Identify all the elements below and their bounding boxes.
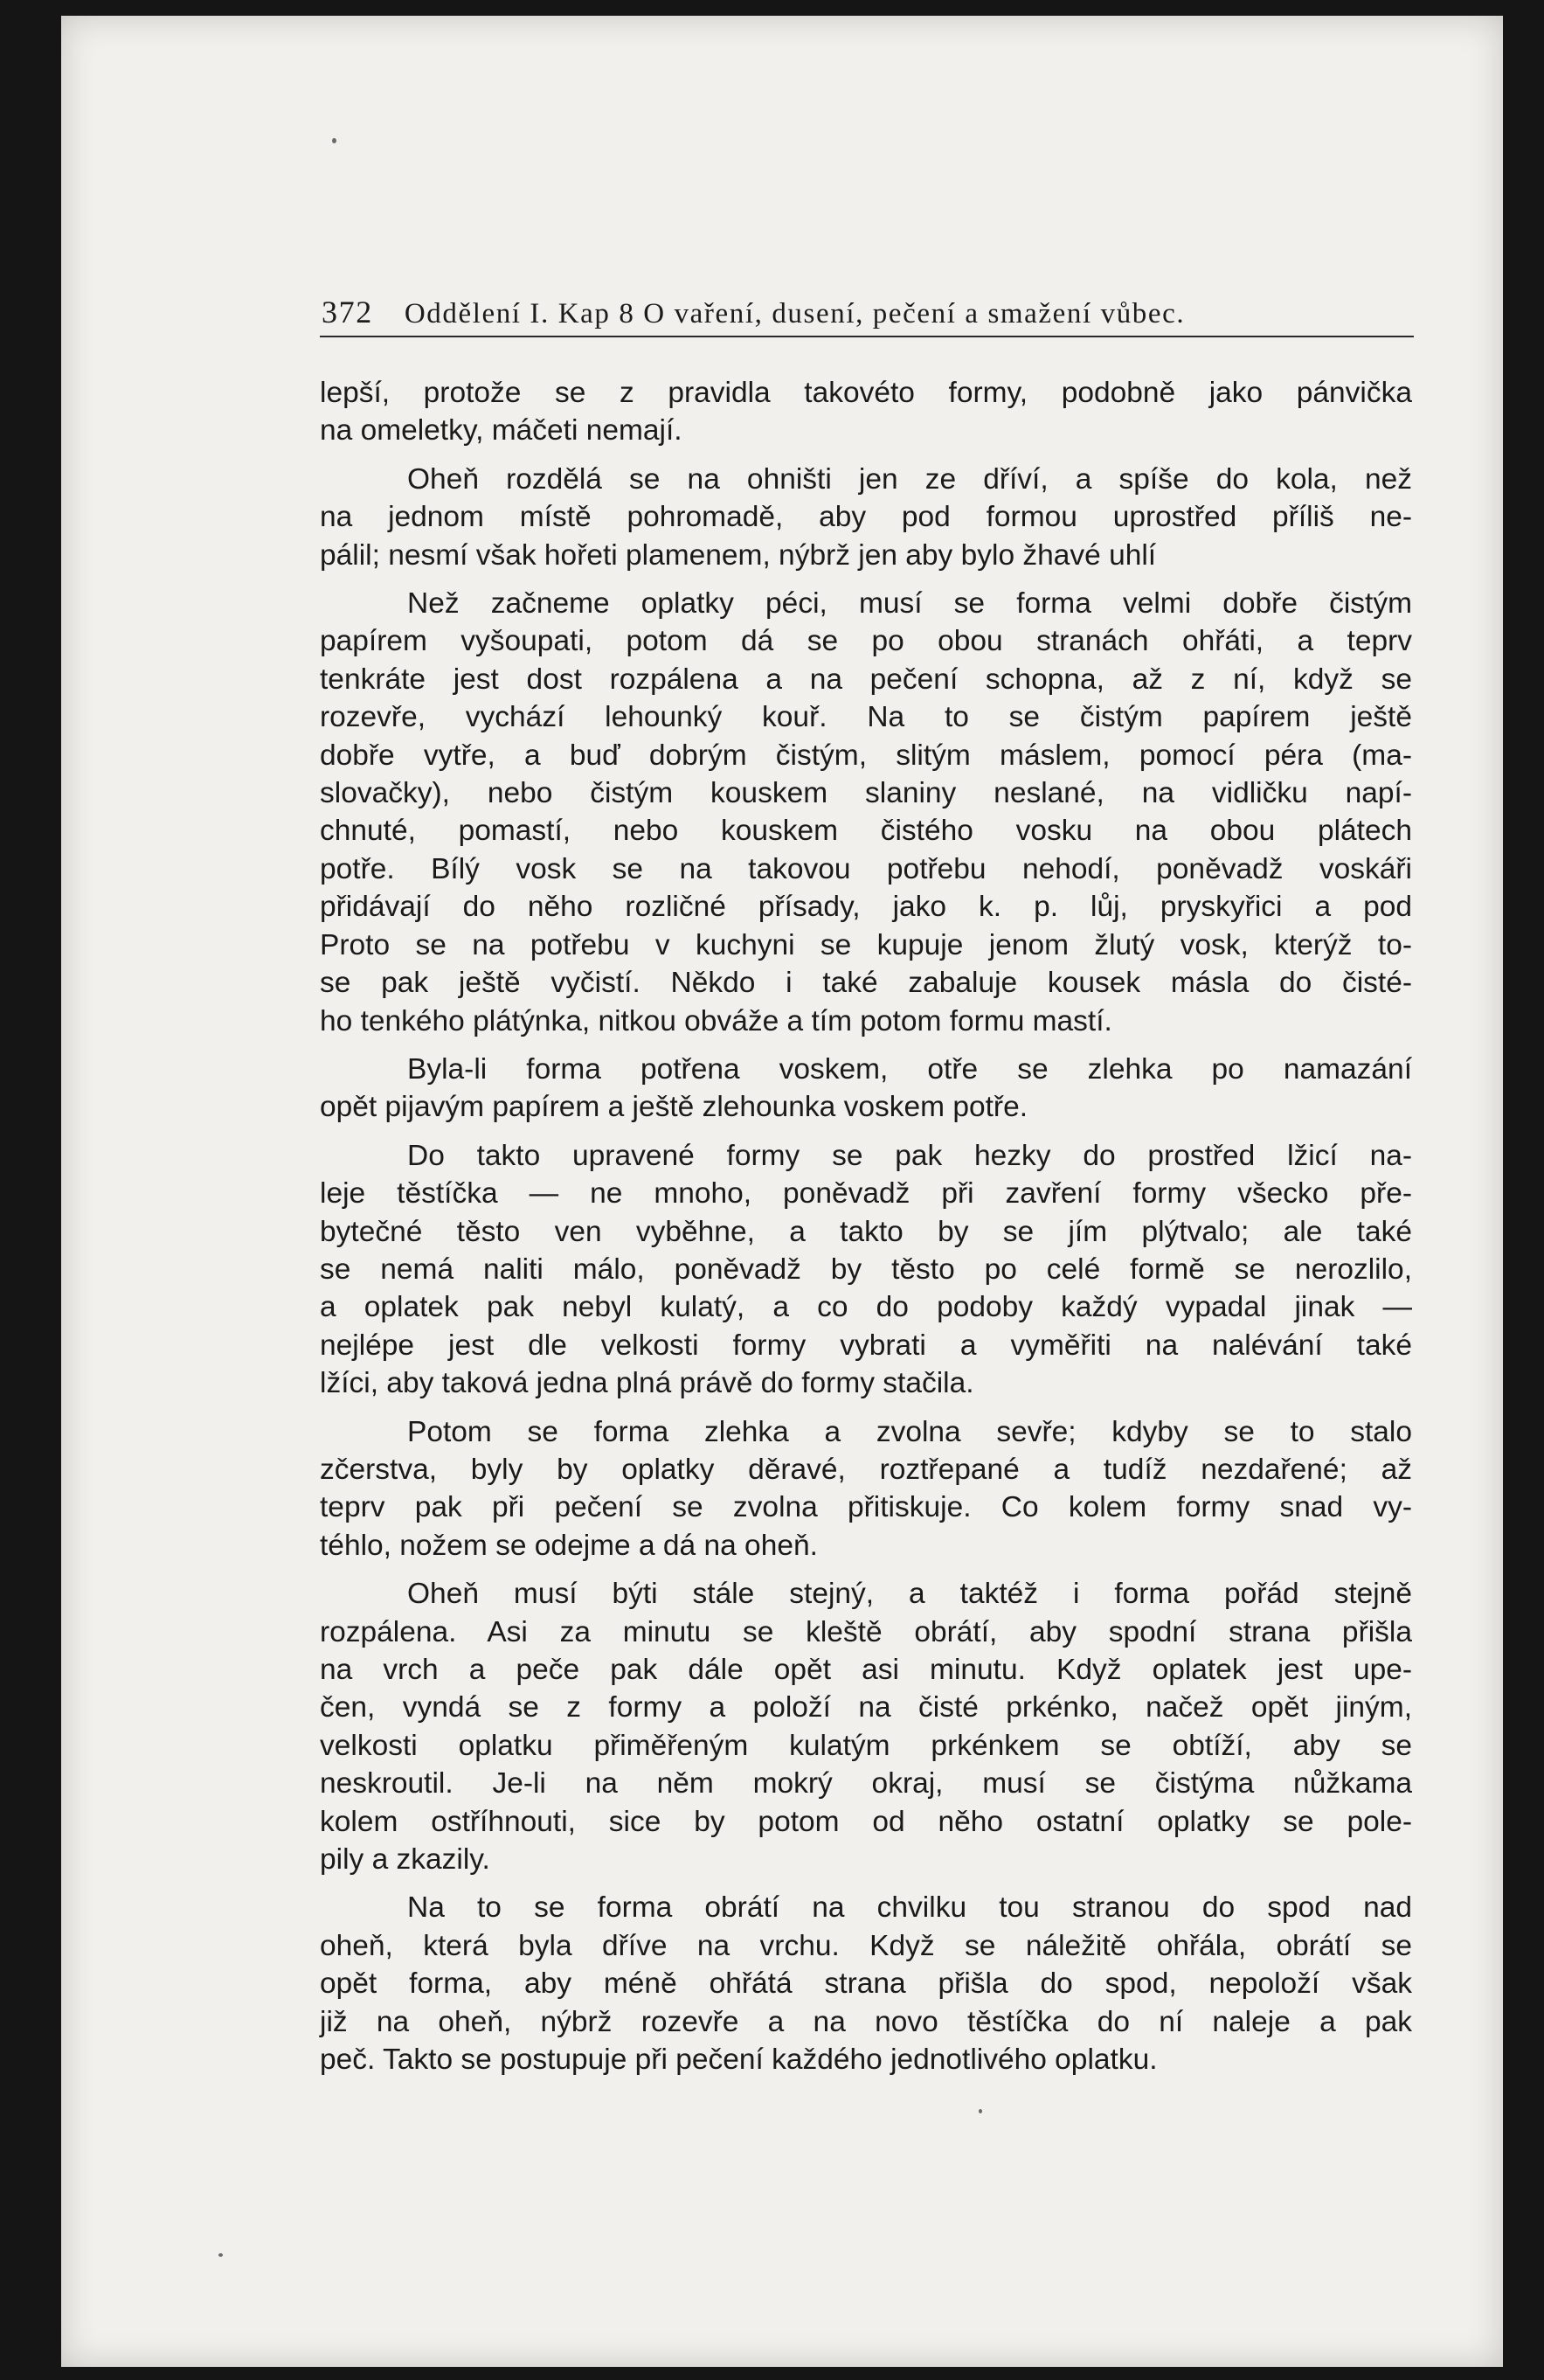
running-title: Oddělení I. Kap 8 O vaření, dusení, pečení a smažení vůbec. <box>404 298 1186 330</box>
text-line: opět pijavým papírem a ještě zlehounka voskem potře. <box>320 1091 1028 1124</box>
text-line: zčerstva, byly by oplatky děravé, roztřepané a tudíž nezdařené; až <box>320 1453 1412 1486</box>
page-number: 372 <box>322 295 373 330</box>
text-line: rozevře, vychází lehounký kouř. Na to se čistým papírem ještě <box>320 701 1412 734</box>
text-line: lžíci, aby taková jedna plná právě do formy stačila. <box>320 1367 974 1400</box>
text-line: pily a zkazily. <box>320 1843 490 1877</box>
text-line: velkosti oplatku přiměřeným kulatým prkénkem se obtíží, aby se <box>320 1729 1412 1762</box>
text-line: ho tenkého plátýnka, nitkou obváže a tím potom formu mastí. <box>320 1004 1112 1037</box>
text-line: Na to se forma obrátí na chvilku tou stranou do spod nad <box>407 1891 1412 1925</box>
paragraph <box>320 1575 1412 1878</box>
text-line: kolem ostříhnouti, sice by potom od něho ostatní oplatky se pole- <box>320 1805 1412 1838</box>
text-line: téhlo, nožem se odejme a dá na oheň. <box>320 1529 818 1562</box>
scan-speck <box>218 2253 223 2257</box>
text-line: čen, vyndá se z formy a položí na čisté prkénko, načež opět jiným, <box>320 1691 1412 1724</box>
text-line: nejlépe jest dle velkosti formy vybrati a vyměřiti na nalévání také <box>320 1329 1412 1362</box>
paragraph <box>320 585 1412 1040</box>
text-line: již na oheň, nýbrž rozevře a na novo těstíčka do ní naleje a pak <box>320 2005 1412 2038</box>
text-line: teprv pak při pečení se zvolna přitiskuje. Co kolem formy snad vy- <box>320 1491 1412 1524</box>
text-line: dobře vytře, a buď dobrým čistým, slitým máslem, pomocí péra (ma- <box>320 739 1412 772</box>
scan-speck <box>332 138 336 143</box>
paragraph <box>320 1413 1412 1565</box>
text-line: opět forma, aby méně ohřátá strana přišla do spod, nepoloží však <box>320 1967 1412 2001</box>
text-line: Potom se forma zlehka a zvolna sevře; kdyby se to stalo <box>407 1415 1412 1448</box>
text-line: se pak ještě vyčistí. Někdo i také zabaluje kousek másla do čisté- <box>320 967 1412 1000</box>
header-rule <box>320 336 1414 337</box>
text-line: lepší, protože se z pravidla takovéto formy, podobně jako pánvička <box>320 377 1412 409</box>
text-line: slovačky), nebo čistým kouskem slaniny neslané, na vidličku napí- <box>320 777 1412 810</box>
text-line: papírem vyšoupati, potom dá se po obou stranách ohřáti, a teprv <box>320 625 1412 658</box>
scanned-page <box>61 16 1503 2367</box>
text-line: chnuté, pomastí, nebo kouskem čistého vosku na obou plátech <box>320 815 1412 848</box>
text-line: peč. Takto se postupuje při pečení každého jednotlivého oplatku. <box>320 2043 1158 2077</box>
text-line: a oplatek pak nebyl kulatý, a co do podoby každý vypadal jinak — <box>320 1291 1412 1324</box>
text-line: neskroutil. Je-li na něm mokrý okraj, musí se čistýma nůžkama <box>320 1767 1412 1801</box>
text-line: potře. Bílý vosk se na takovou potřebu nehodí, poněvadž voskáři <box>320 852 1412 885</box>
text-line: Oheň rozdělá se na ohništi jen ze dříví, a spíše do kola, než <box>407 462 1412 496</box>
text-line: rozpálena. Asi za minutu se kleště obrátí, aby spodní strana přišla <box>320 1615 1412 1648</box>
text-line: se nemá naliti málo, poněvadž by těsto po celé formě se nerozlilo, <box>320 1252 1412 1286</box>
text-line: tenkráte jest dost rozpálena a na pečení schopna, až z ní, když se <box>320 663 1412 696</box>
text-line: Oheň musí býti stále stejný, a taktéž i forma pořád stejně <box>407 1578 1412 1611</box>
paragraph <box>320 1137 1412 1403</box>
body-text <box>320 374 1412 2078</box>
paragraph <box>320 1889 1412 2078</box>
paragraph <box>320 374 1412 450</box>
text-line: pálil; nesmí však hořeti plamenem, nýbrž jen aby bylo žhavé uhlí <box>320 538 1157 572</box>
text-line: leje těstíčka — ne mnoho, poněvadž při zavření formy všecko pře- <box>320 1177 1412 1211</box>
text-line: Do takto upravené formy se pak hezky do prostřed lžicí na- <box>407 1139 1412 1172</box>
text-line: přidávají do něho rozličné přísady, jako k. p. lůj, pryskyřici a pod <box>320 891 1412 924</box>
text-line: Než začneme oplatky péci, musí se forma velmi dobře čistým <box>407 587 1412 621</box>
text-line: na omeletky, máčeti nemají. <box>320 414 682 448</box>
text-line: bytečné těsto ven vyběhne, a takto by se jím plýtvalo; ale také <box>320 1215 1412 1248</box>
text-line: oheň, která byla dříve na vrchu. Když se náležitě ohřála, obrátí se <box>320 1929 1412 1962</box>
text-line: Proto se na potřebu v kuchyni se kupuje jenom žlutý vosk, kterýž to- <box>320 928 1412 961</box>
text-line: Byla-li forma potřena voskem, otře se zlehka po namazání <box>407 1052 1412 1086</box>
paragraph <box>320 1051 1412 1127</box>
paragraph <box>320 461 1412 574</box>
text-line: na vrch a peče pak dále opět asi minutu. Když oplatek jest upe- <box>320 1654 1412 1686</box>
text-line: na jednom místě pohromadě, aby pod formou uprostřed příliš ne- <box>320 501 1412 534</box>
running-header <box>322 294 1412 330</box>
scan-speck <box>979 2109 982 2113</box>
